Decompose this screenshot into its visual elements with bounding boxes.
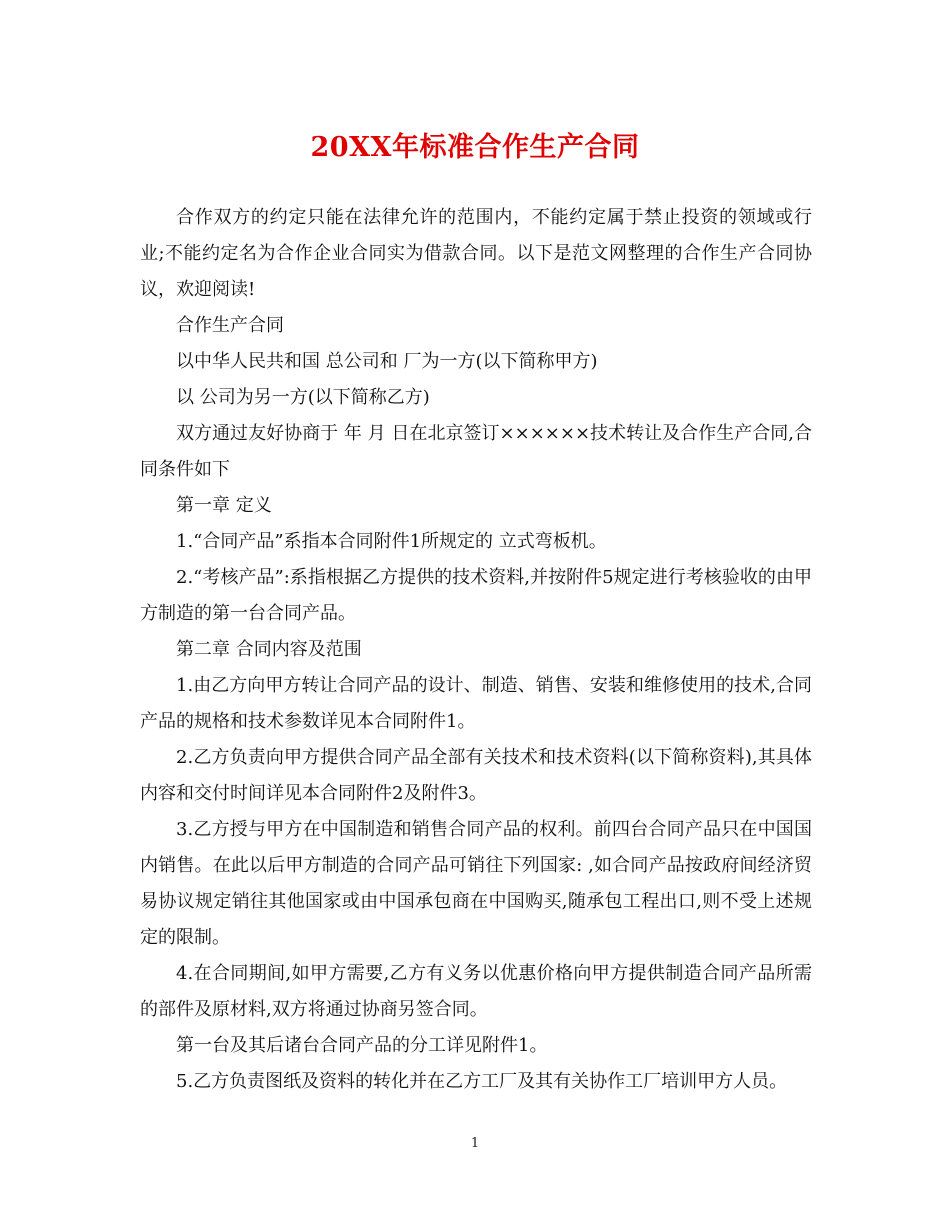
clause-paragraph: 3.乙方授与甲方在中国制造和销售合同产品的权利。前四台合同产品只在中国国内销售。在此以后甲方制造的合同产品可销往下列国家: ,如合同产品按政府间经济贸易协议规定销往其他国家或由中国承包商在中国购买,随承包工程出口,则不受上述规定的限制。 — [140, 819, 812, 948]
agreement-paragraph: 双方通过友好协商于 年 月 日在北京签订××××××技术转让及合作生产合同,合同条件如下 — [140, 423, 812, 480]
clause-paragraph: 2.乙方负责向甲方提供合同产品全部有关技术和技术资料(以下简称资料),其具体内容和交付时间详见本合同附件2及附件3。 — [140, 747, 812, 804]
clause-paragraph: 第一台及其后诸台合同产品的分工详见附件1。 — [176, 1035, 548, 1056]
clause-paragraph: 1.由乙方向甲方转让合同产品的设计、制造、销售、安装和维修使用的技术,合同产品的规格和技术参数详见本合同附件1。 — [140, 675, 812, 732]
clause-paragraph: 1.“合同产品”系指本合同附件1所规定的 立式弯板机。 — [176, 531, 607, 552]
document-title: 20XX年标准合作生产合同 — [310, 132, 640, 163]
party-b-paragraph: 以 公司为另一方(以下简称乙方) — [176, 387, 430, 408]
intro-paragraph: 合作双方的约定只能在法律允许的范围内，不能约定属于禁止投资的领域或行业;不能约定名为合作企业合同实为借款合同。以下是范文网整理的合作生产合同协议，欢迎阅读! — [140, 207, 812, 300]
page-number: 1 — [470, 1136, 480, 1151]
chapter-1-heading: 第一章 定义 — [176, 495, 272, 516]
document-body — [140, 200, 812, 1100]
contract-heading: 合作生产合同 — [176, 315, 284, 336]
clause-paragraph: 4.在合同期间,如甲方需要,乙方有义务以优惠价格向甲方提供制造合同产品所需的部件及原材料,双方将通过协商另签合同。 — [140, 963, 812, 1020]
clause-paragraph: 5.乙方负责图纸及资料的转化并在乙方工厂及其有关协作工厂培训甲方人员。 — [176, 1071, 788, 1092]
chapter-2-heading: 第二章 合同内容及范围 — [176, 639, 362, 660]
party-a-paragraph: 以中华人民共和国 总公司和 厂为一方(以下简称甲方) — [176, 351, 598, 372]
clause-paragraph: 2.“考核产品”:系指根据乙方提供的技术资料,并按附件5规定进行考核验收的由甲方制造的第一台合同产品。 — [140, 567, 812, 624]
